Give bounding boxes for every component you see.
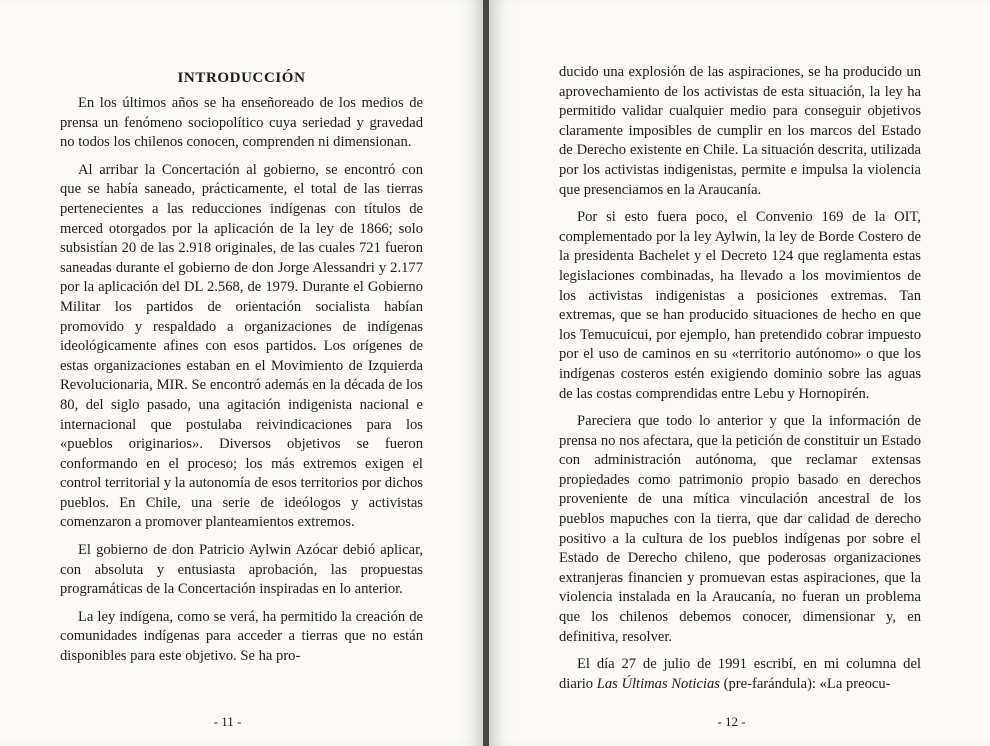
left-page-body — [60, 94, 423, 675]
paragraph: El gobierno de don Patricio Aylwin Azócar debió aplicar, con absoluta y entusiasta aprobación, las propuestas programáticas de la Concertación inspiradas en lo anterior. — [60, 542, 423, 598]
paragraph — [559, 655, 921, 694]
newspaper-title: Las Últimas Noticias — [596, 675, 720, 692]
text-span: El día 27 de julio de 1991 escribí, en mi columna del diario — [559, 656, 921, 692]
right-page — [489, 0, 990, 746]
paragraph: Pareciera que todo lo anterior y que la información de prensa no nos afectara, que la petición de constituir un Estado con administración autónoma, que reclamar extensas propiedades como patrimonio propio basado en derechos proveniente de una mítica vinculación ancestral de los pueblos mapuches con la tierra, que dar calidad de derecho positivo a la cultura de los pueblos indígenas por sobre el Estado de Derecho chileno, que poderosas organizaciones extranjeras financien y promuevan estas aspiraciones, que la violencia instalada en la Araucanía, no fueran un problema que los chilenos debemos conocer, dimensionar y, en definitiva, resolver. — [559, 413, 921, 645]
paragraph-continuation: ducido una explosión de las aspiraciones, se ha producido un aprovechamiento de los activistas de esta situación, la ley ha permitido validar cualquier medio para conseguir objetivos claramente imposibles de cumplir en los marcos del Estado de Derecho existente en Chile. La situación descrita, utilizada por los activistas indigenistas, permite e impulsa la violencia que presenciamos en la Araucanía. — [559, 64, 921, 198]
paragraph: Al arribar la Concertación al gobierno, se encontró con que se había saneado, prácticamente, el total de las tierras pertenecientes a las reducciones indígenas con títulos de merced otorgados por la aplicación de la ley de 1866; solo subsistían 20 de las 2.918 originales, de las cuales 721 fueron saneadas durante el gobierno de don Jorge Alessandri y 2.177 por la aplicación del DL 2.568, de 1979. Durante el Gobierno Militar los partidos de orientación socialista habían promovido y respaldado a organizaciones de indígenas ideológicamente afines con esos partidos. Los orígenes de estas organizaciones estaban en el Movimiento de Izquierda Revolucionaria, MIR. Se encontró además en la década de los 80, del siglo pasado, una agitación indigenista nacional e internacional que postulaba reivindicaciones para los «pueblos originarios». Diversos objetivos se fueron conformando en el proceso; los más extremos exigen el control territorial y la autonomía de esos territorios por dichos pueblos. En Chile, una serie de ideólogos y activistas comenzaron a promover planteamientos extremos. — [60, 161, 423, 531]
right-page-body — [559, 63, 921, 702]
left-page — [0, 0, 483, 746]
page-number: - 12 - — [717, 714, 746, 729]
paragraph: Por si esto fuera poco, el Convenio 169 de la OIT, complementado por la ley Aylwin, la ley de Borde Costero de la presidenta Bachelet y el Decreto 124 que reglamenta estas legislaciones combinadas, ha llevado a los movimientos de los activistas indigenistas a posiciones extremas. Tan extremas, que se han producido situaciones de hecho en que los Temucuicui, por ejemplo, han pretendido cobrar impuesto por el uso de caminos en su «territorio autónomo» o que los indígenas costeros estén exigiendo dominio sobre las aguas de las costas comprendidas entre Lebu y Hornopirén. — [559, 209, 921, 402]
page-number: - 11 - — [213, 714, 242, 729]
paragraph: La ley indígena, como se verá, ha permitido la creación de comunidades indígenas para acceder a tierras que no están disponibles para este objetivo. Se ha pro- — [60, 608, 423, 665]
text-span: (pre-farándula): «La preocu- — [719, 675, 891, 692]
paragraph: En los últimos años se ha enseñoreado de los medios de prensa un fenómeno sociopolítico cuya seriedad y gravedad no todos los chilenos conocen, comprenden ni dimensionan. — [60, 95, 423, 151]
chapter-title: INTRODUCCIÓN — [177, 70, 306, 86]
